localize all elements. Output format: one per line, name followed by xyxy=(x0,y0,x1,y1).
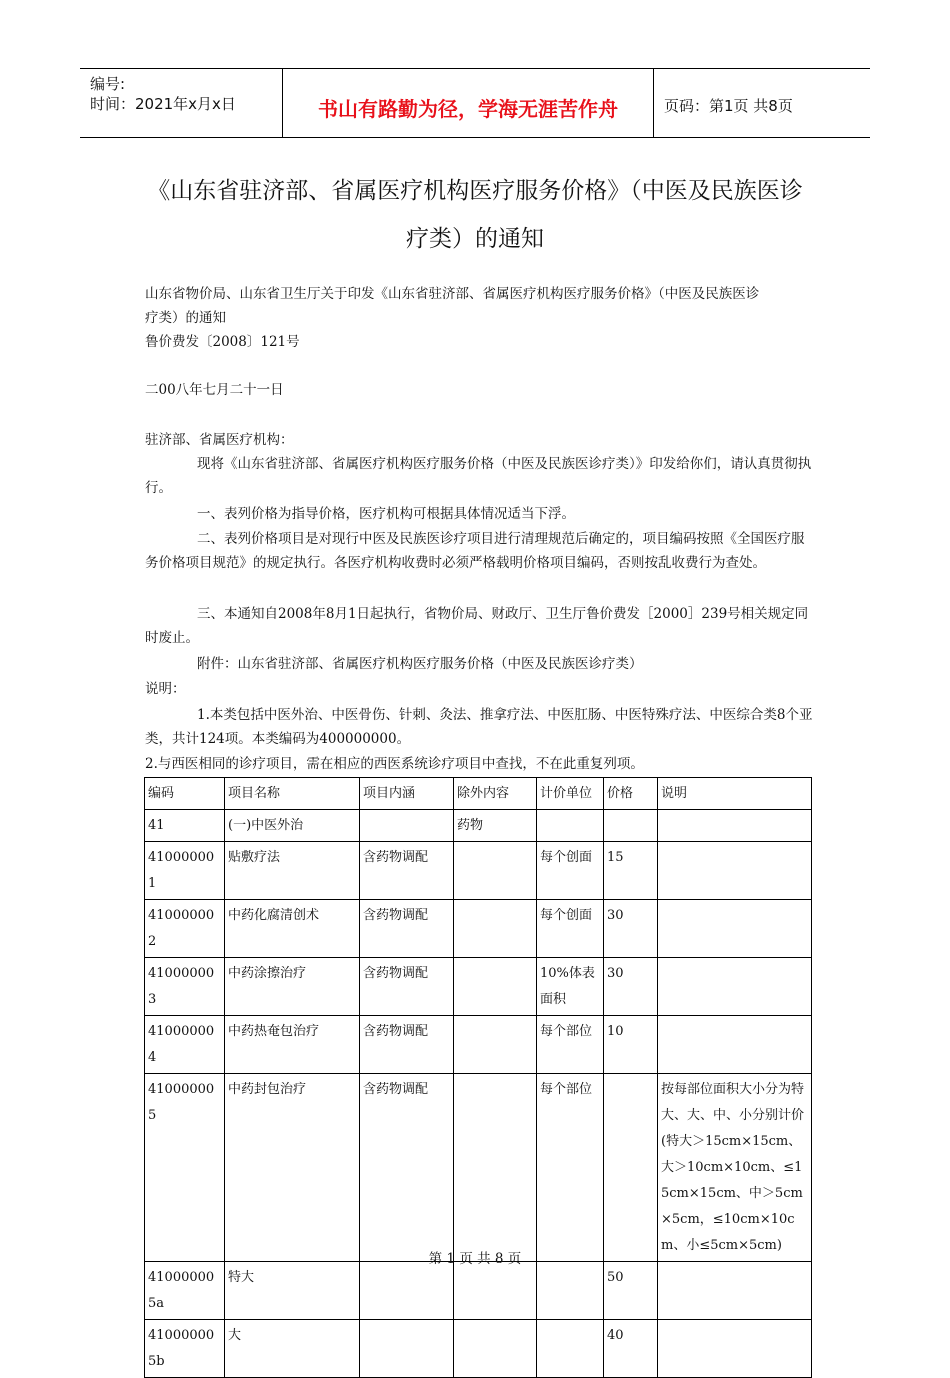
cell-code: 410000005b xyxy=(145,1320,225,1378)
document-title-line2: 疗类）的通知 xyxy=(406,226,544,252)
document-header xyxy=(80,68,870,138)
cell-price: 10 xyxy=(604,1016,658,1074)
header-cell-notes: 说明 xyxy=(658,778,812,810)
cell-content xyxy=(360,810,454,842)
price-table xyxy=(144,777,812,1378)
cell-name: 中药热奄包治疗 xyxy=(225,1016,360,1074)
header-motto-cell xyxy=(283,69,654,137)
attachment-line: 附件：山东省驻济部、省属医疗机构医疗服务价格（中医及民族医诊疗类） xyxy=(197,656,643,672)
table-row xyxy=(145,958,812,1016)
header-cell-exclusions: 除外内容 xyxy=(454,778,537,810)
recipients: 驻济部、省属医疗机构： xyxy=(145,432,294,448)
table-row xyxy=(145,842,812,900)
cell-notes xyxy=(658,900,812,958)
cell-price xyxy=(604,810,658,842)
cell-notes xyxy=(658,1320,812,1378)
cell-code: 41 xyxy=(145,810,225,842)
cell-notes xyxy=(658,1262,812,1320)
table-row xyxy=(145,900,812,958)
paragraph-2: 二、表列价格项目是对现行中医及民族医诊疗项目进行清理规范后确定的，项目编码按照《全国医疗服务价格项目规范》的规定执行。各医疗机构收费时必须严格载明价格项目编码，否则按乱收费行为查处。 xyxy=(145,531,805,571)
header-page-cell xyxy=(654,69,870,137)
issue-date: 二00八年七月二十一日 xyxy=(145,382,284,398)
header-cell-price: 价格 xyxy=(604,778,658,810)
cell-name: 特大 xyxy=(225,1262,360,1320)
cell-price xyxy=(604,1074,658,1262)
header-page-number: 页码：第1页 共8页 xyxy=(664,97,793,115)
cell-unit: 10%体表面积 xyxy=(537,958,604,1016)
cell-exclusions xyxy=(454,900,537,958)
table-row xyxy=(145,1074,812,1262)
paragraph-intro: 现将《山东省驻济部、省属医疗机构医疗服务价格（中医及民族医诊疗类）》印发给你们，请认真贯彻执行。 xyxy=(145,456,812,496)
cell-code: 410000003 xyxy=(145,958,225,1016)
table-header-row xyxy=(145,778,812,810)
cell-content: 含药物调配 xyxy=(360,900,454,958)
header-meta-cell xyxy=(80,69,283,137)
cell-unit: 每个创面 xyxy=(537,842,604,900)
cell-price: 30 xyxy=(604,900,658,958)
cell-notes xyxy=(658,1016,812,1074)
cell-content: 含药物调配 xyxy=(360,1074,454,1262)
cell-content xyxy=(360,1320,454,1378)
header-cell-code: 编码 xyxy=(145,778,225,810)
document-title-line1: 《山东省驻济部、省属医疗机构医疗服务价格》（中医及民族医诊 xyxy=(147,178,803,204)
cell-unit: 每个创面 xyxy=(537,900,604,958)
cell-price: 30 xyxy=(604,958,658,1016)
number-label: 编号: xyxy=(90,75,126,93)
cell-exclusions xyxy=(454,958,537,1016)
cell-name: 贴敷疗法 xyxy=(225,842,360,900)
header-cell-content: 项目内涵 xyxy=(360,778,454,810)
cell-content xyxy=(360,1262,454,1320)
table-row xyxy=(145,1262,812,1320)
time-label: 时间：2021年x月x日 xyxy=(90,95,236,113)
paragraph-3: 三、本通知自2008年8月1日起执行，省物价局、财政厅、卫生厅鲁价费发［2000］239号相关规定同时废止。 xyxy=(145,606,809,646)
cell-unit: 每个部位 xyxy=(537,1016,604,1074)
cell-name: (一)中医外治 xyxy=(225,810,360,842)
cell-notes: 按每部位面积大小分为特大、大、中、小分别计价(特大＞15cm×15cm、大＞10cm×10cm、≤15cm×15cm、中＞5cm×5cm，≤10cm×10cm、小≤5cm×5cm) xyxy=(658,1074,812,1262)
cell-exclusions xyxy=(454,1262,537,1320)
cell-exclusions: 药物 xyxy=(454,810,537,842)
note-1: 1.本类包括中医外治、中医骨伤、针刺、灸法、推拿疗法、中医肛肠、中医特殊疗法、中医综合类8个亚类，共计124项。本类编码为400000000。 xyxy=(145,707,813,747)
cell-unit xyxy=(537,810,604,842)
cell-exclusions xyxy=(454,842,537,900)
cell-code: 410000002 xyxy=(145,900,225,958)
cell-name: 大 xyxy=(225,1320,360,1378)
header-cell-unit: 计价单位 xyxy=(537,778,604,810)
cell-price: 50 xyxy=(604,1262,658,1320)
cell-price: 15 xyxy=(604,842,658,900)
table-row xyxy=(145,1320,812,1378)
paragraph-1: 一、表列价格为指导价格，医疗机构可根据具体情况适当下浮。 xyxy=(197,506,575,522)
cell-price: 40 xyxy=(604,1320,658,1378)
page-footer: 第 1 页 共 8 页 xyxy=(428,1251,522,1267)
issuer-line2: 疗类）的通知 xyxy=(145,310,226,326)
cell-code: 410000005 xyxy=(145,1074,225,1262)
cell-notes xyxy=(658,842,812,900)
cell-unit xyxy=(537,1262,604,1320)
header-cell-name: 项目名称 xyxy=(225,778,360,810)
table-row xyxy=(145,810,812,842)
cell-content: 含药物调配 xyxy=(360,958,454,1016)
cell-notes xyxy=(658,958,812,1016)
motto: 书山有路勤为径，学海无涯苦作舟 xyxy=(318,97,618,121)
cell-code: 410000004 xyxy=(145,1016,225,1074)
explain-label: 说明： xyxy=(145,681,186,697)
cell-name: 中药涂擦治疗 xyxy=(225,958,360,1016)
cell-notes xyxy=(658,810,812,842)
cell-content: 含药物调配 xyxy=(360,842,454,900)
cell-exclusions xyxy=(454,1074,537,1262)
table-row xyxy=(145,1016,812,1074)
doc-number: 鲁价费发〔2008〕121号 xyxy=(145,334,300,350)
note-2: 2.与西医相同的诊疗项目，需在相应的西医系统诊疗项目中查找，不在此重复列项。 xyxy=(145,756,644,772)
issuer-line1: 山东省物价局、山东省卫生厅关于印发《山东省驻济部、省属医疗机构医疗服务价格》（中医及民族医诊 xyxy=(145,286,760,302)
cell-content: 含药物调配 xyxy=(360,1016,454,1074)
cell-code: 410000001 xyxy=(145,842,225,900)
cell-exclusions xyxy=(454,1016,537,1074)
cell-unit: 每个部位 xyxy=(537,1074,604,1262)
cell-unit xyxy=(537,1320,604,1378)
cell-name: 中药化腐清创术 xyxy=(225,900,360,958)
cell-name: 中药封包治疗 xyxy=(225,1074,360,1262)
cell-exclusions xyxy=(454,1320,537,1378)
cell-code: 410000005a xyxy=(145,1262,225,1320)
